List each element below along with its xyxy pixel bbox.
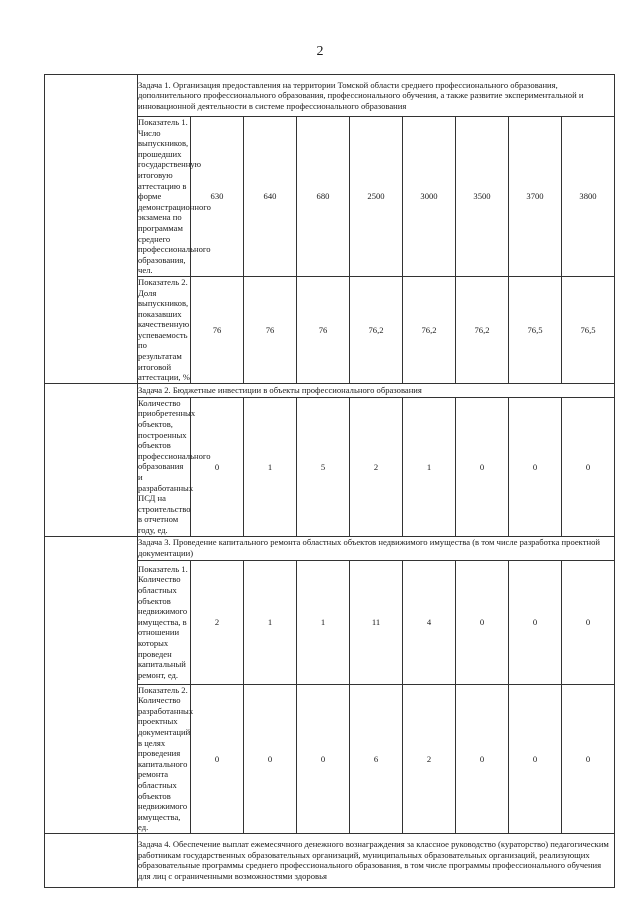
task-4-title: Задача 4. Обеспечение выплат ежемесячного денежного вознаграждения за классное руководство (кураторство) педагогическим работникам государственных образовательных организаций, муниципальных образовательных организаций, реализующих образовательные программы среднего профессионального образования, в том числе программы профессионального обучения для лиц с ограниченными возможностями здоровья <box>138 833 615 887</box>
indicator-value: 76 <box>244 276 297 383</box>
indicator-label: Количество приобретенных объектов, построенных объектов профессионального образования и разработанных ПСД на строительство в отчетном году, ед. <box>138 397 211 535</box>
indicator-value: 1 <box>403 397 456 536</box>
indicator-value: 5 <box>297 397 350 536</box>
task-2-title: Задача 2. Бюджетные инвестиции в объекты профессионального образования <box>138 383 615 397</box>
indicator-label: Показатель 1. Число выпускников, прошедших государственную итоговую аттестацию в форме демонстрационного экзамена по программам среднего профессионального образования, чел. <box>138 117 211 276</box>
page-number: 2 <box>316 44 324 59</box>
indicator-value: 4 <box>403 560 456 684</box>
indicator-value: 0 <box>562 560 615 684</box>
indicator-value: 1 <box>244 560 297 684</box>
indicator-label: Показатель 2. Количество разработанных проектных документаций в целях проведения капитального ремонта областных объектов недвижимого имущества, ед. <box>138 684 194 833</box>
left-margin-cell <box>45 75 138 384</box>
left-margin-cell <box>45 833 138 887</box>
indicator-label: Показатель 2. Доля выпускников, показавших качественную успеваемость по результатам итоговой аттестации, % <box>138 276 190 383</box>
task-row <box>45 75 615 117</box>
indicator-value: 76,5 <box>509 276 562 383</box>
indicator-value: 0 <box>509 560 562 684</box>
indicator-value: 0 <box>456 560 509 684</box>
task-row <box>45 833 615 887</box>
indicator-value: 3800 <box>562 117 615 277</box>
indicator-value: 640 <box>244 117 297 277</box>
indicator-value: 3500 <box>456 117 509 277</box>
indicators-table <box>44 74 615 888</box>
indicator-value: 0 <box>456 684 509 833</box>
left-margin-cell <box>45 383 138 536</box>
indicator-value: 0 <box>456 397 509 536</box>
indicator-value: 630 <box>191 117 244 277</box>
indicator-value: 2 <box>350 397 403 536</box>
indicator-value: 6 <box>350 684 403 833</box>
indicator-value: 0 <box>509 684 562 833</box>
indicator-value: 3000 <box>403 117 456 277</box>
indicator-value: 0 <box>191 397 244 536</box>
indicator-value: 0 <box>297 684 350 833</box>
indicator-value: 2 <box>191 560 244 684</box>
indicator-value: 1 <box>297 560 350 684</box>
indicator-value: 0 <box>244 684 297 833</box>
indicator-value: 76,2 <box>403 276 456 383</box>
indicator-value: 0 <box>562 397 615 536</box>
task-3-title: Задача 3. Проведение капитального ремонта областных объектов недвижимого имущества (в том числе разработка проектной документации) <box>138 536 615 560</box>
indicator-value: 76,2 <box>456 276 509 383</box>
indicator-value: 2500 <box>350 117 403 277</box>
task-row <box>45 383 615 397</box>
indicator-value: 76,5 <box>562 276 615 383</box>
task-1-title: Задача 1. Организация предоставления на территории Томской области среднего профессионального образования, дополнительного профессионального образования, профессионального обучения, а также развитие экспериментальной и инновационной деятельности в системе профессионального образования <box>138 75 615 117</box>
task-row <box>45 536 615 560</box>
indicator-value: 1 <box>244 397 297 536</box>
indicator-value: 76,2 <box>350 276 403 383</box>
indicator-value: 0 <box>509 397 562 536</box>
indicator-value: 680 <box>297 117 350 277</box>
indicator-value: 0 <box>191 684 244 833</box>
indicator-value: 0 <box>562 684 615 833</box>
indicator-value: 76 <box>297 276 350 383</box>
indicator-value: 2 <box>403 684 456 833</box>
indicator-value: 76 <box>191 276 244 383</box>
left-margin-cell <box>45 536 138 833</box>
indicator-value: 3700 <box>509 117 562 277</box>
indicator-value: 11 <box>350 560 403 684</box>
indicator-label: Показатель 1. Количество областных объектов недвижимого имущества, в отношении которых проведен капитальный ремонт, ед. <box>138 560 191 684</box>
